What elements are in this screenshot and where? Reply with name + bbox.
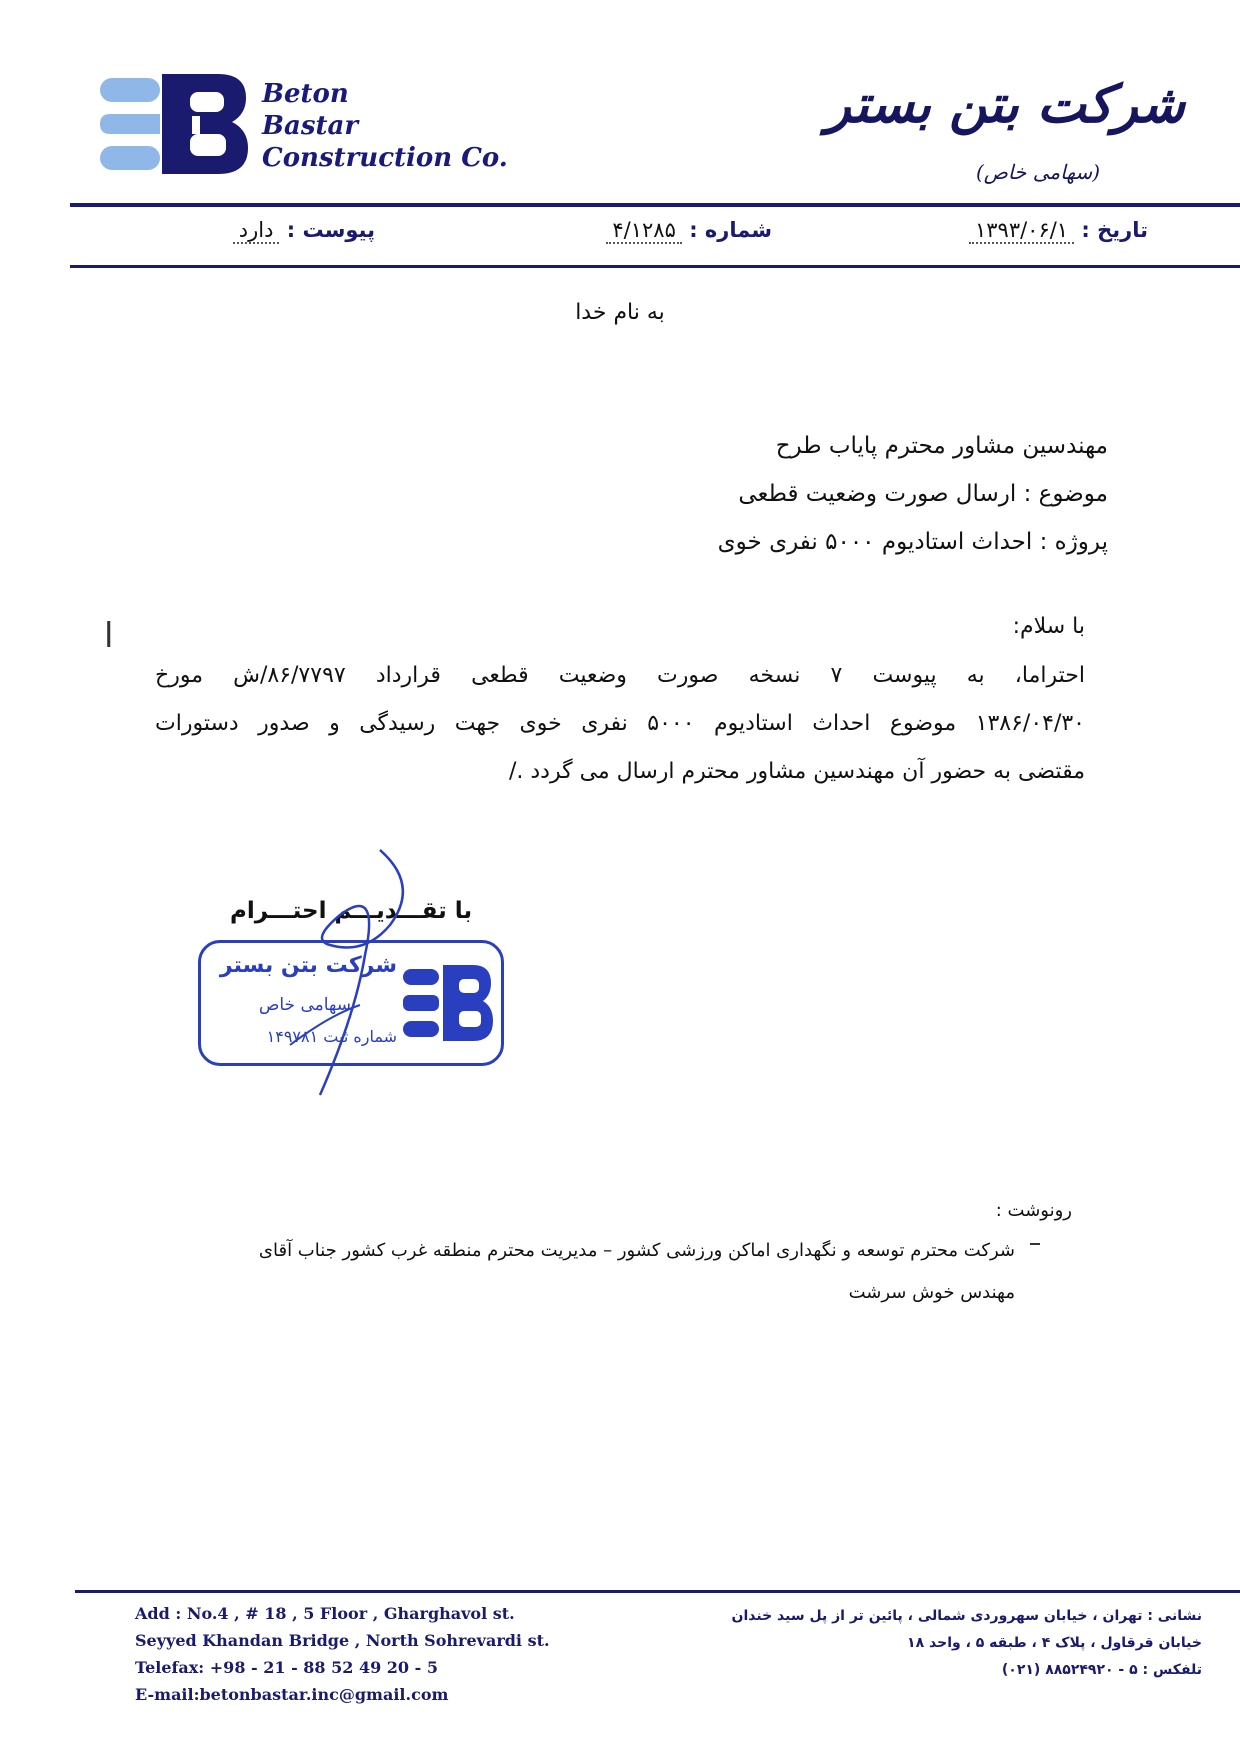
letter-body [155,652,1085,796]
date-field [969,218,1148,242]
footer-en-line: Add : No.4 , # 18 , 5 Floor , Gharghavol st. [135,1604,515,1623]
recipient: مهندسین مشاور محترم پایاب طرح [775,433,1108,459]
greeting: با سلام: [1012,614,1085,639]
footer-en-line: Seyyed Khandan Bridge , North Sohrevardi st. [135,1631,550,1650]
footer-fa-line: نشانی : تهران ، خیابان سهروردی شمالی ، پائین تر از پل سید خندان [731,1608,1202,1624]
cc-bullet [1030,1243,1040,1245]
margin-mark: ا [104,616,114,656]
body-line: مقتضی به حضور آن مهندسین مشاور محترم ارسال می گردد ./ [508,759,1085,784]
footer-fa-line: خیابان قرقاول ، پلاک ۴ ، طبقه ۵ ، واحد ۱۸ [907,1635,1202,1651]
attachment-label: پیوست : [286,218,375,242]
footer-rule [75,1590,1240,1593]
company-name-fa: شرکت بتن بستر [825,74,1185,135]
body-line: ۱۳۸۶/۰۴/۳۰ موضوع احداث استادیوم ۵۰۰۰ نفری خوی جهت رسیدگی و صدور دستورات [155,711,1085,736]
header-rule-top [70,203,1240,207]
project: پروژه : احداث استادیوم ۵۰۰۰ نفری خوی [717,529,1108,555]
basmala: به نام خدا [575,300,665,325]
cc-label: رونوشت : [995,1200,1072,1221]
company-name-en [262,78,508,174]
company-name-en-line: Beton [262,79,349,109]
company-type-fa: (سهامی خاص) [975,160,1100,184]
number-value: ۴/۱۲۸۵ [606,218,681,244]
cb-monogram-icon [100,74,250,174]
body-line: احتراما، به پیوست ۷ نسخه صورت وضعیت قطعی قرارداد ۸۶/۷۷۹۷/ش مورخ [155,663,1085,688]
cc-line: شرکت محترم توسعه و نگهداری اماکن ورزشی کشور – مدیریت محترم منطقه غرب کشور جناب آقای [258,1240,1015,1261]
company-name-en-line: Construction Co. [262,143,508,173]
cc-recipients [259,1230,1015,1314]
closing-phrase: با تقـــدیـــم احتـــرام [230,898,473,924]
attachment-value: دارد [233,218,280,244]
date-value: ۱۳۹۳/۰۶/۱ [969,218,1074,244]
stamp-company-name: شرکت بتن بستر [219,953,397,978]
number-label: شماره : [689,218,772,242]
footer-address-en [135,1600,550,1708]
attachment-field [233,218,375,242]
company-name-en-line: Bastar [262,111,359,141]
stamp-company-type: سهامی خاص [258,995,351,1015]
company-logo [100,74,250,174]
footer-en-line: Telefax: +98 - 21 - 88 52 49 20 - 5 [135,1658,438,1677]
signature-scribble [270,845,420,1105]
footer-fa-line: تلفکس : ۵ - ۸۸۵۲۴۹۲۰ (۰۲۱) [1001,1662,1202,1678]
cc-line: مهندس خوش سرشت [848,1282,1015,1303]
header-rule-bottom [70,265,1240,268]
subject: موضوع : ارسال صورت وضعیت قطعی [738,481,1108,507]
footer-email[interactable]: E-mail:betonbastar.inc@gmail.com [135,1685,449,1704]
number-field [606,218,772,242]
stamp-registration: شماره ثبت ۱۴۹۷۸۱ [266,1027,397,1046]
letter-header-lines [718,422,1108,566]
footer-address-fa [732,1603,1202,1684]
date-label: تاریخ : [1081,218,1148,242]
